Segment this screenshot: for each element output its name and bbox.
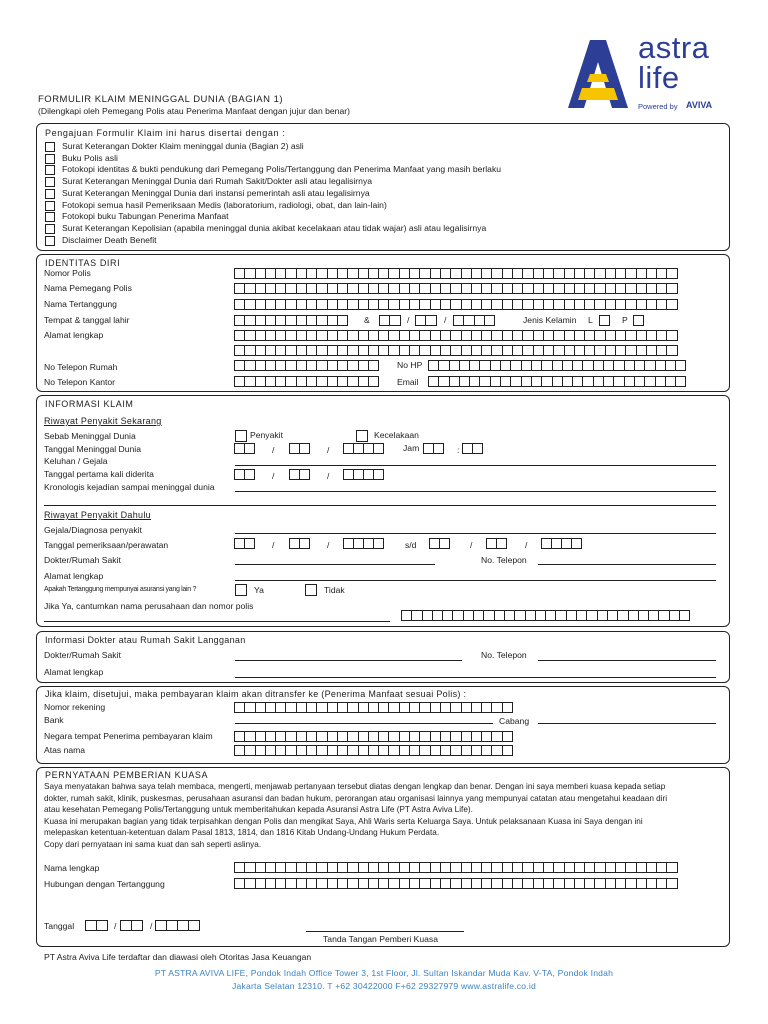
pertama-day[interactable] — [235, 469, 255, 480]
requirement-label: Fotokopi buku Tabungan Penerima Manfaat — [62, 211, 229, 222]
tanggal-md-month[interactable] — [290, 443, 310, 454]
label-keluhan: Keluhan / Gejala — [44, 456, 108, 466]
ttl-slash-1: / — [407, 315, 410, 325]
label-alamat-rs: Alamat lengkap — [44, 571, 104, 581]
nomor-polis-input[interactable] — [235, 268, 678, 279]
gejala-line[interactable] — [235, 533, 716, 534]
keluhan-line[interactable] — [235, 465, 716, 466]
label-tanggal: Tanggal — [44, 921, 75, 931]
jika-ya-line[interactable] — [44, 621, 390, 622]
tanggal-month[interactable] — [121, 920, 143, 931]
astra-life-logo — [568, 30, 738, 116]
tgl-slash-2: / — [150, 921, 153, 931]
requirement-checkbox[interactable] — [45, 224, 55, 234]
requirement-checkbox[interactable] — [45, 142, 55, 152]
alamat-input-1[interactable] — [235, 330, 678, 341]
checkbox-kecelakaan[interactable] — [356, 430, 368, 442]
requirement-checkbox[interactable] — [45, 154, 55, 164]
label-bank: Bank — [44, 715, 64, 725]
tmd-slash-2: / — [327, 445, 330, 455]
label-ttd: Tanda Tangan Pemberi Kuasa — [323, 934, 438, 944]
rekening-input[interactable] — [235, 702, 513, 713]
label-jika-ya: Jika Ya, cantumkan nama perusahaan dan nomor polis — [44, 601, 254, 611]
requirement-label: Surat Keterangan Kepolisian (apabila meninggal dunia akibat kecelakaan atau tidak wajar) asli atau legalisirnya — [62, 222, 487, 233]
label-jam: Jam — [403, 443, 420, 453]
requirement-label: Disclaimer Death Benefit — [62, 234, 157, 245]
label-dokter-langganan: Dokter/Rumah Sakit — [44, 650, 121, 660]
label-tanggal-md: Tanggal Meninggal Dunia — [44, 444, 141, 454]
logo-word-life: life — [638, 60, 680, 95]
tgl-lahir-month[interactable] — [416, 315, 437, 326]
label-no-telepon-2: No. Telepon — [481, 650, 527, 660]
identitas-title: IDENTITAS DIRI — [45, 258, 121, 268]
label-sd: s/d — [405, 540, 417, 550]
label-alamat-langganan: Alamat lengkap — [44, 667, 104, 677]
label-tertanggung: Nama Tertanggung — [44, 299, 117, 309]
requirement-checkbox[interactable] — [45, 236, 55, 246]
kuasa-paragraph-line: dokter, rumah sakit, klinik, puskesmas, perusahaan asuransi dan badan hukum, perorangan atau organisasi lainnya yang mempunyai catatan atau mengetahui keadaan diri — [44, 793, 668, 803]
logo-aviva: AVIVA — [686, 100, 713, 110]
label-jenis-kelamin: Jenis Kelamin — [523, 315, 577, 325]
ttl-slash-2: / — [444, 315, 447, 325]
alamat-langganan-line[interactable] — [235, 677, 716, 678]
checkbox-tidak[interactable] — [305, 584, 317, 596]
label-kronologis: Kronologis kejadian sampai meninggal dunia — [44, 482, 215, 492]
requirement-checkbox[interactable] — [45, 189, 55, 199]
jam-minute[interactable] — [463, 443, 483, 454]
label-l: L — [588, 315, 593, 325]
form-title: FORMULIR KLAIM MENINGGAL DUNIA (BAGIAN 1) — [38, 94, 284, 105]
label-ya: Ya — [254, 585, 264, 595]
jenis-kelamin-l[interactable] — [600, 315, 610, 326]
label-pemeriksaan: Tanggal pemeriksaan/perawatan — [44, 540, 169, 550]
label-no-hp: No HP — [397, 360, 423, 370]
label-atas-nama: Atas nama — [44, 745, 86, 755]
requirement-checkbox[interactable] — [45, 165, 55, 175]
pemeriksaan-start-month[interactable] — [290, 538, 310, 549]
tanggal-md-day[interactable] — [235, 443, 255, 454]
hubungan-input[interactable] — [235, 878, 678, 889]
pemeriksaan-end-year[interactable] — [542, 538, 582, 549]
pm-slash-4: / — [525, 540, 528, 550]
label-p: P — [622, 315, 628, 325]
checkbox-ya[interactable] — [235, 584, 247, 596]
subtitle-riwayat-dahulu: Riwayat Penyakit Dahulu — [44, 510, 151, 520]
negara-input[interactable] — [235, 731, 513, 742]
requirements-title: Pengajuan Formulir Klaim ini harus disertai dengan : — [45, 128, 286, 138]
no-hp-input[interactable] — [429, 360, 686, 371]
pemeriksaan-start-year[interactable] — [344, 538, 384, 549]
alamat-rs-line[interactable] — [235, 580, 716, 581]
label-telp-kantor: No Telepon Kantor — [44, 377, 116, 387]
label-kecelakaan: Kecelakaan — [374, 430, 419, 440]
label-nama-lengkap: Nama lengkap — [44, 863, 100, 873]
nomor-polis-lain-input[interactable] — [402, 610, 690, 621]
tempat-lahir-input[interactable] — [235, 315, 348, 326]
kuasa-title: PERNYATAAN PEMBERIAN KUASA — [45, 770, 209, 780]
tanggal-md-year[interactable] — [344, 443, 384, 454]
logo-powered-by: Powered by — [638, 102, 678, 111]
tgl-lahir-day[interactable] — [380, 315, 401, 326]
label-gejala: Gejala/Diagnosa penyakit — [44, 525, 142, 535]
no-telepon-line-1[interactable] — [538, 564, 716, 565]
kuasa-paragraph-line: Saya menyatakan bahwa saya telah membaca, mengerti, menjawab pertanyaan tersebut diatas dengan lengkap dan benar. Dengan ini saya memberi kuasa kepada setiap — [44, 782, 666, 791]
dokter-rs-line[interactable] — [235, 564, 435, 565]
dokter-title: Informasi Dokter atau Rumah Sakit Langganan — [45, 635, 246, 645]
logo-mark-icon — [568, 38, 628, 108]
transfer-title: Jika klaim, disetujui, maka pembayaran klaim akan ditransfer ke (Penerima Manfaat sesuai Polis) : — [45, 689, 467, 699]
footer-address-1: PT ASTRA AVIVA LIFE, Pondok Indah Office Tower 3, 1st Floor, Jl. Sultan Iskandar Muda Kav. V-TA, Pondok Indah — [154, 968, 614, 978]
tanggal-year[interactable] — [156, 920, 200, 931]
dokter-section — [36, 631, 730, 683]
pertama-year[interactable] — [344, 469, 384, 480]
cabang-line[interactable] — [538, 723, 716, 724]
label-nomor-polis: Nomor Polis — [44, 268, 91, 278]
footer-address-2: Jakarta Selatan 12310. T +62 30422000 F+62 29327979 www.astralife.co.id — [232, 981, 536, 991]
requirement-label: Surat Keterangan Dokter Klaim meninggal dunia (Bagian 2) asli — [62, 141, 304, 151]
label-hubungan: Hubungan dengan Tertanggung — [44, 879, 165, 889]
ttl-amp: & — [364, 315, 370, 325]
tgl-lahir-year[interactable] — [454, 315, 495, 326]
logo-word-astra: astra — [638, 30, 710, 65]
label-asuransi-lain: Apakah Tertanggung mempunyai asuransi yang lain ? — [44, 586, 197, 593]
tgl-slash-1: / — [114, 921, 117, 931]
requirement-label: Fotokopi identitas & bukti pendukung dari Pemegang Polis/Tertanggung dan Penerima Manfaat yang masih berlaku — [62, 164, 502, 175]
requirement-label: Fotokopi semua hasil Pemeriksaan Medis (laboratorium, radiologi, obat, dan lain-lain) — [62, 199, 387, 210]
footer-ojk: PT Astra Aviva Life terdaftar dan diawasi oleh Otoritas Jasa Keuangan — [44, 952, 312, 962]
pemeriksaan-end-day[interactable] — [430, 538, 450, 549]
label-sebab: Sebab Meninggal Dunia — [44, 431, 136, 441]
jam-hour[interactable] — [424, 443, 444, 454]
pm-slash-3: / — [470, 540, 473, 550]
kuasa-paragraph-line: Kuasa ini merupakan bagian yang tidak terpisahkan dengan Polis dan mengikat Saya, Ahli Waris serta Keluarga Saya. Untuk pelaksanaan Kuasa ini Saya dengan ini — [44, 816, 643, 826]
checkbox-penyakit[interactable] — [235, 430, 247, 442]
kuasa-paragraph-line: melepaskan ketentuan-ketentuan dalam Pasal 1813, 1814, dan 1816 Kitab Undang-Undang Hukum Perdata. — [44, 828, 440, 838]
tertanggung-input[interactable] — [235, 299, 678, 310]
email-input[interactable] — [429, 376, 686, 387]
label-no-telepon-1: No. Telepon — [481, 555, 527, 565]
label-pertama: Tanggal pertama kali diderita — [44, 469, 154, 479]
atas-nama-input[interactable] — [235, 745, 513, 756]
requirement-checkbox[interactable] — [45, 177, 55, 187]
nama-lengkap-input[interactable] — [235, 862, 678, 873]
jam-colon: : — [457, 445, 460, 455]
label-alamat: Alamat lengkap — [44, 330, 104, 340]
jenis-kelamin-p[interactable] — [634, 315, 644, 326]
requirement-label: Surat Keterangan Meninggal Dunia dari Rumah Sakit/Dokter asli atau legalisirnya — [62, 176, 373, 187]
label-negara: Negara tempat Penerima pembayaran klaim — [44, 731, 213, 741]
kronologis-line-2[interactable] — [44, 505, 716, 506]
dokter-langganan-line[interactable] — [235, 660, 462, 661]
label-tidak: Tidak — [324, 585, 345, 595]
telp-rumah-input[interactable] — [235, 360, 379, 371]
pertama-month[interactable] — [290, 469, 310, 480]
no-telepon-line-2[interactable] — [538, 660, 716, 661]
requirements-section — [36, 123, 730, 251]
label-cabang: Cabang — [499, 716, 530, 726]
label-email: Email — [397, 377, 419, 387]
label-dokter-rs: Dokter/Rumah Sakit — [44, 555, 121, 565]
tanggal-day[interactable] — [86, 920, 108, 931]
tp-slash-1: / — [272, 471, 275, 481]
kuasa-paragraph-line: atau kesehatan Pemegang Polis/Tertanggung untuk memberitahukan kepada Asuransi Astra Life (PT Astra Aviva Life). — [44, 805, 473, 815]
label-ttl: Tempat & tanggal lahir — [44, 315, 130, 325]
telp-kantor-input[interactable] — [235, 376, 379, 387]
label-pemegang-polis: Nama Pemegang Polis — [44, 283, 132, 293]
pemeriksaan-end-month[interactable] — [487, 538, 507, 549]
requirement-label: Surat Keterangan Meninggal Dunia dari instansi pemerintah asli atau legalisirnya — [62, 187, 370, 198]
pm-slash-1: / — [272, 540, 275, 550]
bank-line[interactable] — [235, 723, 493, 724]
subtitle-riwayat-sekarang: Riwayat Penyakit Sekarang — [44, 416, 162, 426]
requirement-checkbox[interactable] — [45, 201, 55, 211]
tp-slash-2: / — [327, 471, 330, 481]
kuasa-paragraph-line: Copy dari pernyataan ini sama kuat dan sah seperti aslinya. — [44, 840, 262, 849]
pm-slash-2: / — [327, 540, 330, 550]
alamat-input-2[interactable] — [235, 345, 678, 356]
kronologis-line-1[interactable] — [235, 491, 716, 492]
label-rekening: Nomor rekening — [44, 702, 106, 712]
klaim-title: INFORMASI KLAIM — [45, 399, 134, 409]
tmd-slash-1: / — [272, 445, 275, 455]
pemegang-polis-input[interactable] — [235, 283, 678, 294]
requirement-label: Buku Polis asli — [62, 152, 118, 163]
label-penyakit: Penyakit — [250, 430, 283, 440]
form-subtitle: (Dilengkapi oleh Pemegang Polis atau Penerima Manfaat dengan jujur dan benar) — [38, 106, 350, 116]
pemeriksaan-start-day[interactable] — [235, 538, 255, 549]
signature-line — [306, 931, 464, 932]
label-telp-rumah: No Telepon Rumah — [44, 362, 118, 372]
requirement-checkbox[interactable] — [45, 212, 55, 222]
